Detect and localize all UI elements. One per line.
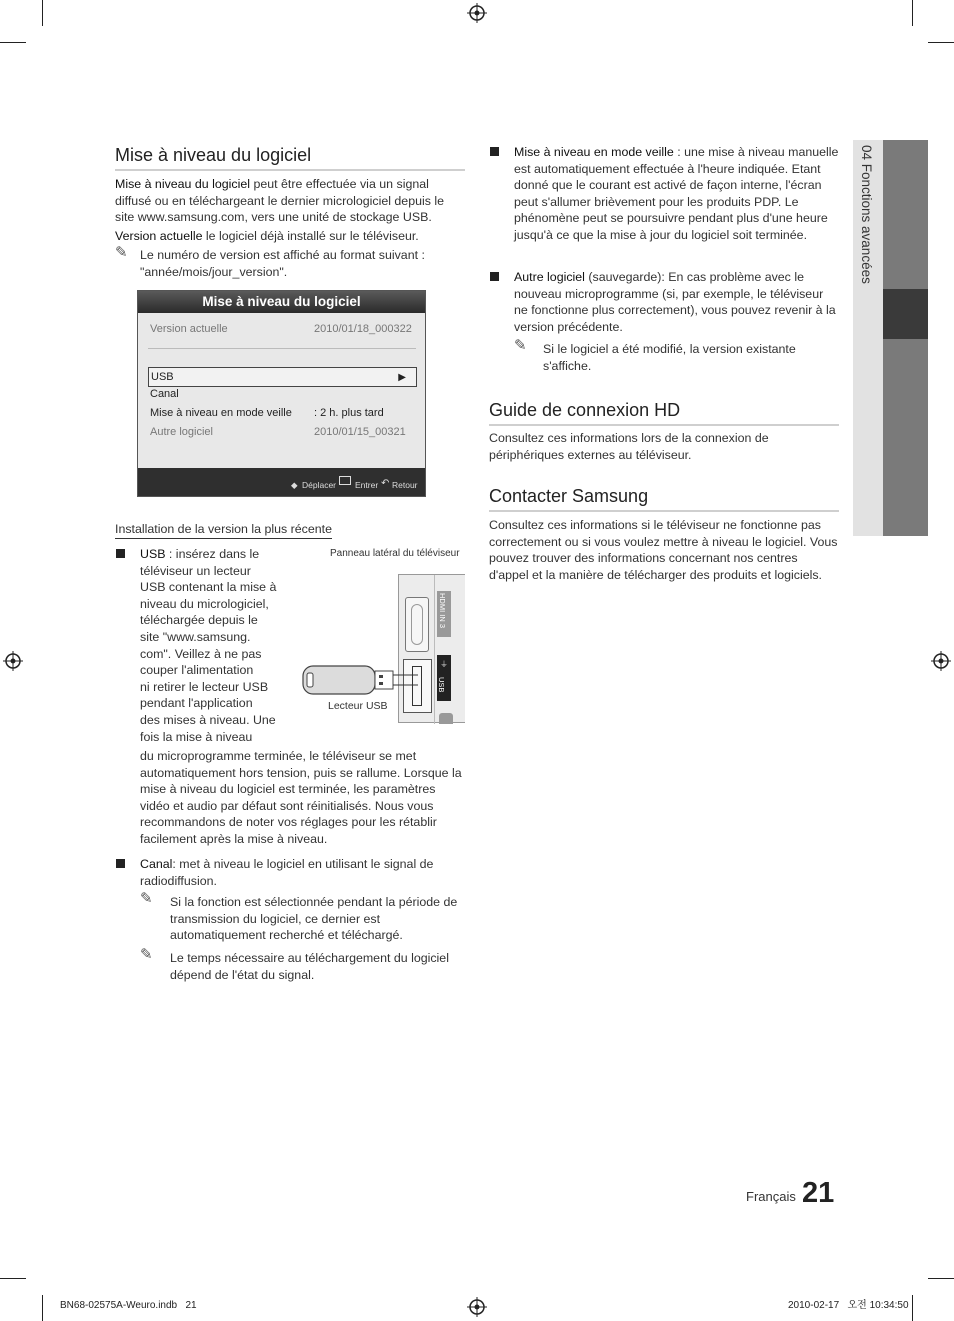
return-icon: ↶ [381, 478, 390, 489]
install-heading: Installation de la version la plus récente [115, 522, 332, 539]
pencil-note-icon: ✎ [115, 244, 128, 261]
osd-menu [137, 290, 426, 497]
tv-side-panel [398, 574, 465, 723]
chapter-tab-block [883, 339, 928, 536]
crop-mark [928, 42, 954, 43]
registration-mark-icon [467, 1297, 487, 1317]
chapter-label: 04 Fonctions avancées [859, 145, 874, 284]
crop-mark [42, 0, 43, 26]
usb-paragraph: USB : insérez dans le téléviseur un lecteur USB contenant la mise à niveau du micrologiciel, téléchargée depuis le site "www.samsung. com". Veillez à ne pas couper l'alimentation ni retirer le lecteur USB pendant l'application des mises à niveau. Une fois la mise à niveau [140, 547, 277, 744]
pencil-note-icon: ✎ [140, 946, 153, 963]
usb-paragraph-tail: du microprogramme terminée, le téléviseur se met automatiquement hors tension, puis se rallume. Lorsque la mise à niveau du logiciel est terminée, les paramètres vidéo et audio par défaut sont réinitialisés. Nous vous recommandons de noter vos réglages pour les rétablir facilement après la mise à niveau. [140, 749, 462, 846]
alt-software-paragraph: Autre logiciel (sauvegarde): En cas problème avec le nouveau microprogramme (si, par exemple, le téléviseur ne fonctionne plus correctement), vous pouvez revenir à la version précédente. [514, 270, 836, 334]
note-version-format: Le numéro de version est affiché au format suivant : "année/mois/jour_version". [140, 248, 425, 279]
hdmi-label-tag: HDMI IN 3 [437, 591, 451, 637]
panel-caption: Panneau latéral du téléviseur [330, 548, 460, 559]
page-number: 21 [802, 1177, 835, 1209]
crop-mark [912, 0, 913, 26]
note-canal-detection: Si la fonction est sélectionnée pendant la période de transmission du logiciel, ce dernier est automatiquement recherché et téléchargé. [170, 895, 458, 943]
pencil-note-icon: ✎ [514, 337, 527, 354]
note-download-time: Le temps nécessaire au téléchargement du logiciel dépend de l'état du signal. [170, 951, 449, 982]
enter-icon [339, 476, 351, 485]
osd-version-value: 2010/01/18_000322 [314, 323, 412, 335]
osd-alt-value: 2010/01/15_00321 [314, 426, 406, 438]
osd-item-usb[interactable]: USB ▶ [148, 367, 417, 387]
usb-symbol-icon: ⏚ [440, 660, 448, 669]
contact-text: Consultez ces informations si le téléviseur ne fonctionne pas correctement ou si vous voulez mettre à niveau le logiciel. Vous pouvez trouver des informations concernant nos centres d'appel et la manière de télécharger des produits et logiciels. [489, 518, 838, 582]
bullet-square [116, 549, 125, 558]
chapter-tab-active [883, 289, 928, 339]
registration-mark-icon [467, 3, 487, 23]
bullet-square [490, 147, 499, 156]
chapter-tab-block [883, 140, 928, 289]
section-title-software-upgrade: Mise à niveau du logiciel [115, 144, 465, 171]
osd-footer: ◆ Déplacer Entrer ↶ Retour [138, 468, 425, 496]
usb-label-tag: ⏚ USB [437, 655, 451, 701]
osd-version-label: Version actuelle [150, 323, 228, 335]
hdmi-port-icon [405, 597, 429, 652]
version-paragraph: Version actuelle le logiciel déjà installé sur le téléviseur. [115, 229, 419, 243]
pencil-note-icon: ✎ [140, 890, 153, 907]
usb-stick-icon [302, 663, 422, 697]
osd-item-standby[interactable]: Mise à niveau en mode veille [150, 407, 292, 419]
crop-mark [928, 1278, 954, 1279]
osd-item-alt-software[interactable]: Autre logiciel [150, 426, 213, 438]
osd-title: Mise à niveau du logiciel [138, 291, 425, 313]
note-version-shown: Si le logiciel a été modifié, la version existante s'affiche. [543, 342, 796, 373]
crop-mark [42, 1295, 43, 1321]
osd-item-canal[interactable]: Canal [150, 388, 179, 400]
intro-paragraph: Mise à niveau du logiciel peut être effectuée via un signal diffusé ou en téléchargeant le dernier micrologiciel depuis le site www.samsung.com, vers une unité de stockage USB. [115, 177, 445, 225]
osd-standby-value: : 2 h. plus tard [314, 407, 384, 419]
section-title-hd-guide: Guide de connexion HD [489, 399, 839, 426]
registration-mark-icon [3, 651, 23, 671]
usb-stick-caption: Lecteur USB [328, 700, 388, 712]
crop-mark [0, 42, 26, 43]
section-title-contact: Contacter Samsung [489, 485, 839, 512]
chevron-right-icon: ▶ [398, 372, 406, 383]
standby-paragraph: Mise à niveau en mode veille : une mise à niveau manuelle est automatiquement effectuée à l'heure indiquée. Etant donné que le courant est activé de façon interne, l'écran peut s'allumer brièvement pour les produits PDP. Le phénomène peut se poursuivre pendant plus d'une heure jusqu'à ce que la mise à jour du logiciel soit terminée. [514, 145, 839, 242]
crop-mark [0, 1278, 26, 1279]
file-info: BN68-02575A-Weuro.indb 21 [60, 1300, 197, 1311]
bullet-square [490, 272, 499, 281]
print-timestamp: 2010-02-17 오전 10:34:50 [788, 1300, 909, 1311]
crop-mark [912, 1295, 913, 1321]
updown-arrows-icon: ◆ [291, 480, 298, 490]
language-label: Français [746, 1189, 796, 1204]
registration-mark-icon [931, 651, 951, 671]
hd-guide-text: Consultez ces informations lors de la connexion de périphériques externes au téléviseur. [489, 431, 769, 462]
osd-divider [148, 348, 416, 349]
canal-paragraph: Canal: met à niveau le logiciel en utilisant le signal de radiodiffusion. [140, 857, 434, 888]
bullet-square [116, 859, 125, 868]
